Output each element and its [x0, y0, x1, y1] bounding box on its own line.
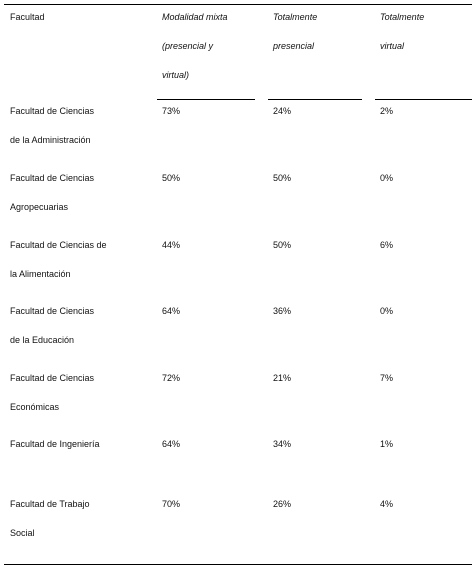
percent-mixta: 72% — [162, 373, 181, 383]
faculty-name: de la Educación — [10, 335, 75, 345]
bottom-rule — [4, 564, 472, 565]
percent-mixta: 44% — [162, 240, 181, 250]
percent-presencial: 34% — [273, 439, 292, 449]
percent-mixta: 64% — [162, 306, 181, 316]
header-cell: Totalmente — [380, 12, 425, 22]
faculty-name: Agropecuarias — [10, 202, 69, 212]
percent-virtual: 7% — [380, 373, 394, 383]
header-cell: virtual — [380, 41, 405, 51]
percent-presencial: 50% — [273, 240, 292, 250]
percent-presencial: 21% — [273, 373, 292, 383]
faculty-name: Económicas — [10, 402, 60, 412]
faculty-name: Facultad de Ciencias — [10, 173, 95, 183]
faculty-name: Facultad de Ciencias — [10, 106, 95, 116]
faculty-name: Facultad de Ingeniería — [10, 439, 100, 449]
percent-virtual: 2% — [380, 106, 394, 116]
header-cell: presencial — [273, 41, 315, 51]
percent-virtual: 1% — [380, 439, 394, 449]
percent-virtual: 6% — [380, 240, 394, 250]
faculty-name: la Alimentación — [10, 269, 71, 279]
percent-virtual: 0% — [380, 306, 394, 316]
header-cell: Facultad — [10, 12, 45, 22]
faculty-name: Facultad de Trabajo — [10, 499, 90, 509]
percent-mixta: 70% — [162, 499, 181, 509]
faculty-name: Facultad de Ciencias de — [10, 240, 107, 250]
percent-presencial: 50% — [273, 173, 292, 183]
faculty-name: de la Administración — [10, 135, 91, 145]
faculty-name: Facultad de Ciencias — [10, 373, 95, 383]
faculty-name: Social — [10, 528, 35, 538]
percent-presencial: 36% — [273, 306, 292, 316]
percent-presencial: 26% — [273, 499, 292, 509]
header-cell: Totalmente — [273, 12, 318, 22]
percent-virtual: 4% — [380, 499, 394, 509]
percent-presencial: 24% — [273, 106, 292, 116]
percent-mixta: 50% — [162, 173, 181, 183]
header-cell: (presencial y — [162, 41, 214, 51]
faculty-name: Facultad de Ciencias — [10, 306, 95, 316]
percent-mixta: 64% — [162, 439, 181, 449]
percent-virtual: 0% — [380, 173, 394, 183]
header-cell: virtual) — [162, 70, 190, 80]
header-cell: Modalidad mixta — [162, 12, 228, 22]
percent-mixta: 73% — [162, 106, 181, 116]
